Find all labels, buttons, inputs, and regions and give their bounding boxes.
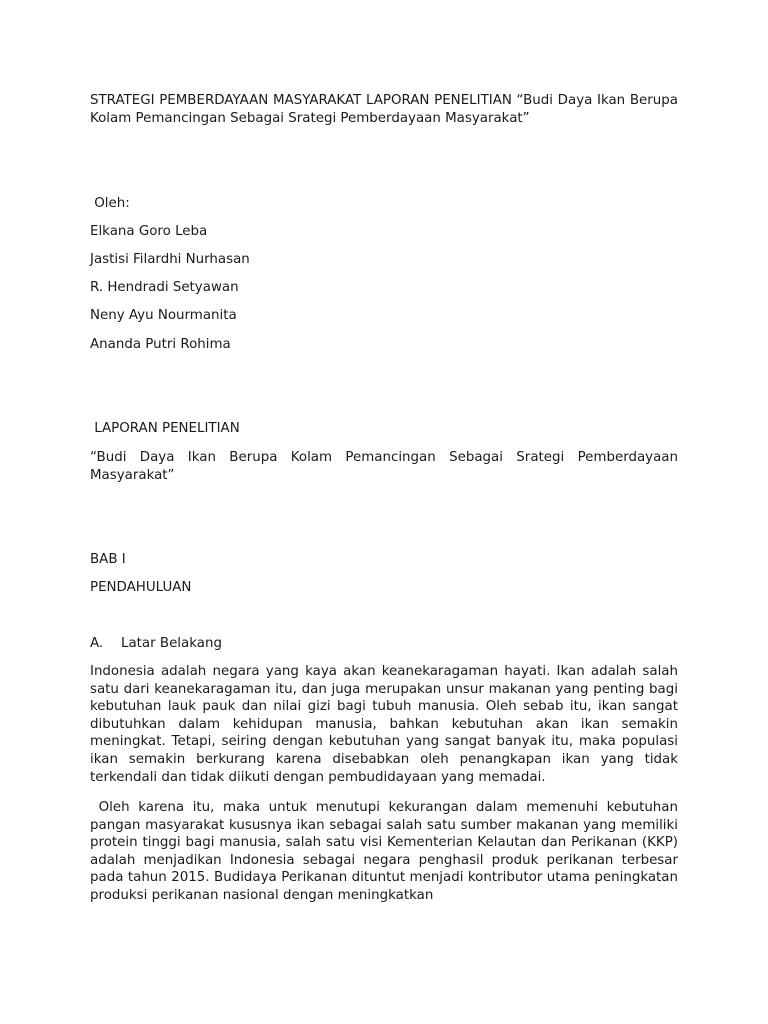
report-label: LAPORAN PENELITIAN — [90, 421, 240, 436]
section-heading — [90, 635, 678, 653]
author-4: Neny Ayu Nourmanita — [90, 308, 237, 323]
document-title: STRATEGI PEMBERDAYAAN MASYARAKAT LAPORAN PENELITIAN “Budi Daya Ikan Berupa Kolam Pemancingan Sebagai Srategi Pemberdayaan Masyarakat” — [90, 93, 678, 126]
paragraph-2: Oleh karena itu, maka untuk menutupi kekurangan dalam memenuhi kebutuhan pangan masyarakat kususnya ikan sebagai salah satu sumber makanan yang memiliki protein tinggi bagi manusia, salah satu visi Kementerian Kelautan dan Perikanan (KKP) adalah menjadikan Indonesia sebagai negara penghasil produk perikanan terbesar pada tahun 2015. Budidaya Perikanan dituntut menjadi kontributor utama peningkatan produksi perikanan nasional dengan meningkatkan — [90, 800, 683, 903]
author-5: Ananda Putri Rohima — [90, 337, 231, 352]
report-title: “Budi Daya Ikan Berupa Kolam Pemancingan Sebagai Srategi Pemberdayaan Masyarakat” — [90, 450, 678, 483]
chapter-number: BAB I — [90, 552, 126, 567]
paragraph-1: Indonesia adalah negara yang kaya akan keanekaragaman hayati. Ikan adalah salah satu dari keanekaragaman itu, dan juga merupakan unsur makanan yang penting bagi kebutuhan lauk pauk dan nilai gizi bagi tubuh manusia. Oleh sebab itu, ikan sangat dibutuhkan dalam kehidupan manusia, bahkan kebutuhan akan ikan semakin meningkat. Tetapi, seiring dengan kebutuhan yang sangat banyak itu, maka populasi ikan semakin berkurang karena disebabkan oleh penangkapan ikan yang tidak terkendali dan tidak diikuti dengan pembudidayaan yang memadai. — [90, 664, 678, 785]
section-title: Latar Belakang — [121, 636, 222, 651]
section-number: A. — [90, 636, 104, 651]
by-label: Oleh: — [90, 196, 130, 211]
author-3: R. Hendradi Setyawan — [90, 280, 239, 295]
chapter-title: PENDAHULUAN — [90, 580, 192, 595]
document-page — [90, 0, 683, 1024]
author-1: Elkana Goro Leba — [90, 224, 208, 239]
author-2: Jastisi Filardhi Nurhasan — [90, 252, 250, 267]
